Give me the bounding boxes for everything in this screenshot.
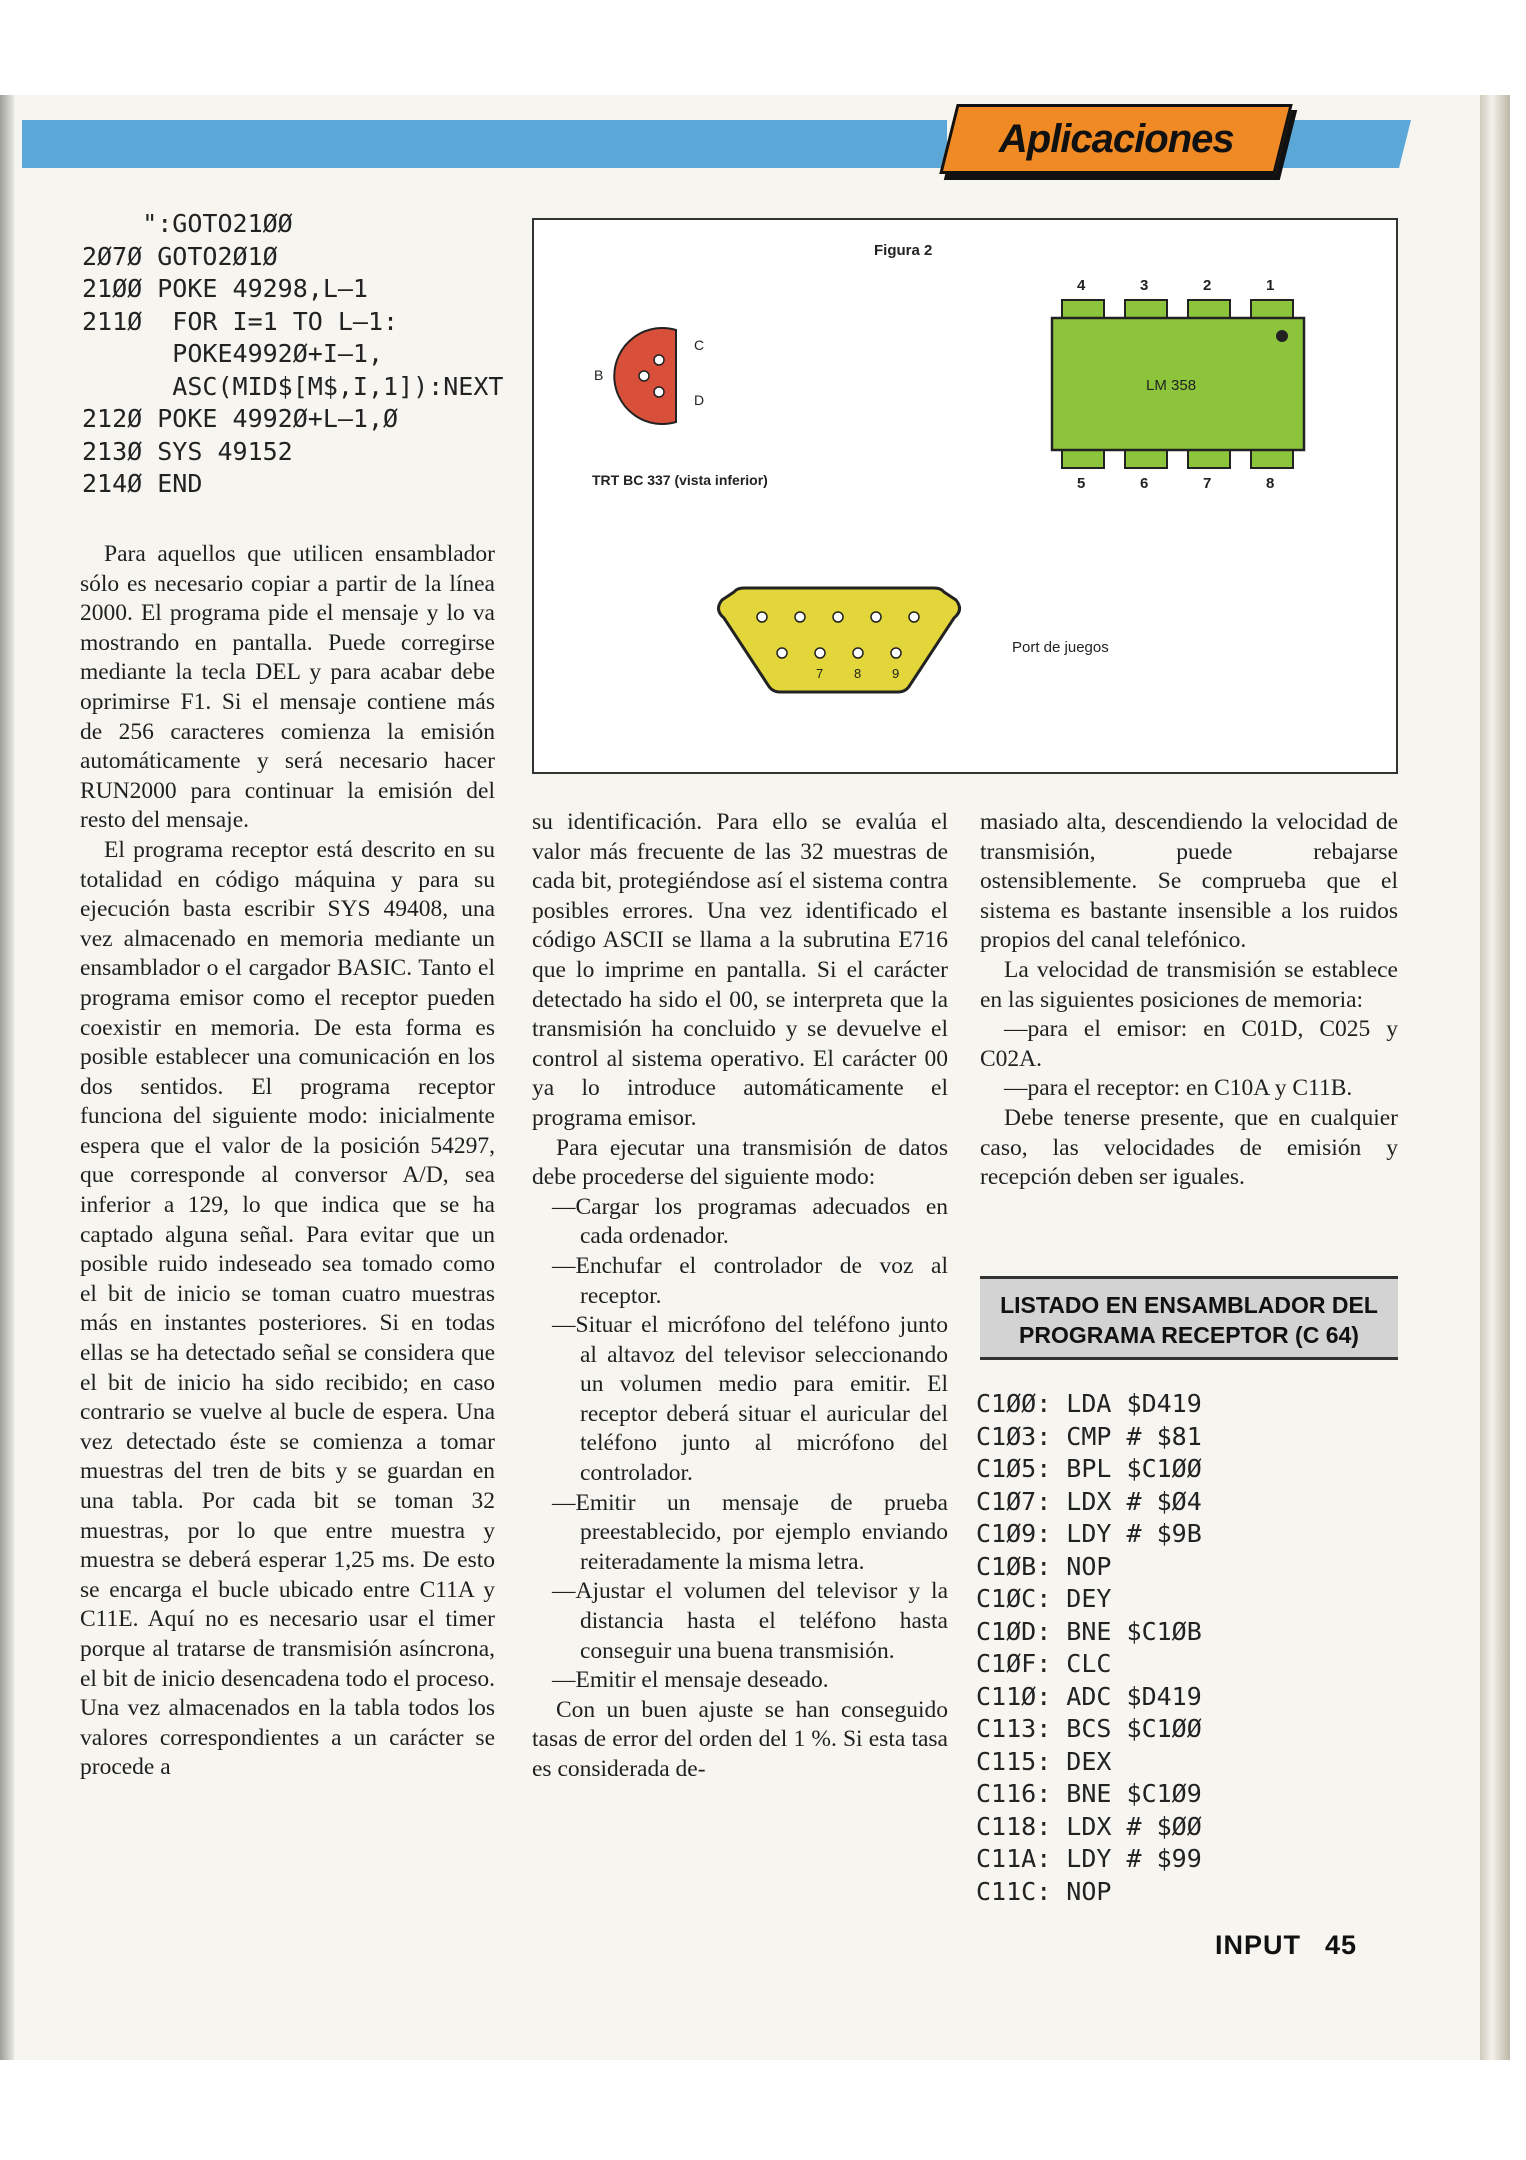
figure-diagram (534, 220, 1396, 772)
section-tag (939, 104, 1292, 174)
asm-line: C118: LDX # $ØØ (976, 1811, 1202, 1841)
code-line: 212Ø POKE 4992Ø+L–1,Ø (82, 404, 399, 433)
header-stripe-right (1279, 120, 1411, 168)
code-line: 213Ø SYS 49152 (82, 436, 293, 466)
text-column-2 (532, 808, 948, 1785)
asm-line: C1ØF: CLC (976, 1649, 1112, 1678)
paragraph: Para ejecutar una transmisión de datos debe procederse del siguiente modo: (532, 1134, 948, 1191)
asm-line: C116: BNE $C1Ø9 (976, 1779, 1202, 1808)
code-line: ASC(MID$[M$,I,1]):NEXT (82, 371, 504, 401)
section-title: Aplicaciones (998, 116, 1234, 161)
transistor-pin (639, 371, 649, 381)
code-line: 214Ø END (82, 469, 203, 498)
list-item: —Emitir el mensaje deseado. (552, 1667, 829, 1694)
asm-line: C1ØB: NOP (976, 1551, 1112, 1581)
paragraph: El programa receptor está descrito en su totalidad en código máquina y para su ejecución basta escribir SYS 49408, una vez almacenado en memoria mediante un ensamblador o el cargador BASIC. Tanto el programa emisor como el receptor pueden coexistir en memoria. De esta forma es posible establecer una comunicación en los dos sentidos. El programa receptor funciona del siguiente modo: inicialmente espera que el valor de la posición 54297, que corresponde al conversor A/D, sea inferior a 129, lo que indica que se ha captado alguna señal. Para evitar que un posible ruido indeseado sea tomado como el bit de inicio se toman cuatro muestras más en instantes posteriores. Si en todas ellas se ha detectado señal se considera que el bit de inicio ha sido recibido; en caso contrario se vuelve al bucle de espera. Una vez detectado éste se comienza a tomar muestras del tren de bits y se guardan en una tabla. Por cada bit se toman 32 muestras, por lo que entre muestra y muestra se deberá esperar 1,25 ms. De esto se encarga el bucle ubicado entre C11A y C11E. Aquí no es necesario usar el timer porque al tratarse de transmisión asíncrona, el bit de inicio desencadena todo el proceso. Una vez almacenados en la tabla todos los valores correspondientes a un carácter se procede a (80, 836, 496, 1781)
paragraph: La velocidad de transmisión se establece en las siguientes posiciones de memoria: (980, 956, 1398, 1013)
listing-heading (980, 1276, 1398, 1360)
chip-pin-number: 7 (1203, 475, 1212, 492)
asm-line: C115: DEX (976, 1746, 1112, 1776)
port-pin (909, 612, 919, 622)
page-left-edge (0, 95, 14, 2060)
list-item: —Enchufar el controlador de voz al receptor. (552, 1252, 948, 1309)
text-column-3 (980, 808, 1398, 1193)
chip-pin-number: 6 (1140, 475, 1149, 492)
chip-pin-number: 4 (1077, 277, 1086, 294)
chip-pin-number: 2 (1203, 277, 1212, 294)
asm-line: C113: BCS $C1ØØ (976, 1714, 1202, 1743)
paragraph: Con un buen ajuste se han conseguido tasas de error del orden del 1 %. Si esta tasa es considerada de- (532, 1696, 948, 1782)
transistor-bc337 (592, 328, 768, 488)
basic-code-listing (82, 208, 503, 501)
assembler-listing (976, 1388, 1202, 1908)
port-pin (833, 612, 843, 622)
chip-pin-number: 5 (1077, 475, 1086, 492)
game-port-connector (718, 588, 1108, 692)
asm-line: C11C: NOP (976, 1876, 1112, 1906)
page-right-edge (1480, 95, 1510, 2060)
port-pin-label: 7 (816, 666, 824, 681)
listing-heading-line: LISTADO EN ENSAMBLADOR DEL (1000, 1292, 1378, 1318)
chip-pin1-marker (1276, 330, 1288, 342)
transistor-pin-label: C (694, 337, 705, 353)
transistor-pin (654, 387, 664, 397)
port-pin (795, 612, 805, 622)
port-pin (891, 648, 901, 658)
paragraph: —para el emisor: en C01D, C025 y C02A. (980, 1016, 1398, 1072)
port-pin (777, 648, 787, 658)
asm-line: C1ØC: DEY (976, 1584, 1112, 1613)
figure-2 (532, 218, 1398, 774)
code-line: 2Ø7Ø GOTO2Ø1Ø (82, 241, 278, 271)
paragraph: —para el receptor: en C10A y C11B. (1004, 1075, 1353, 1102)
port-pin-label: 9 (892, 666, 900, 681)
chip-pin-number: 8 (1266, 475, 1275, 492)
paragraph: Para aquellos que utilicen ensamblador sólo es necesario copiar a partir de la línea 2000. El programa pide el mensaje y lo va mostrando en pantalla. Puede corregirse mediante la tecla DEL y para acabar debe oprimirse F1. Si el mensaje contiene más de 256 caracteres comienza la emisión automáticamente y será necesario hacer RUN2000 para continuar la emisión del resto del mensaje. (80, 541, 495, 834)
port-pin (871, 612, 881, 622)
port-caption: Port de juegos (1012, 639, 1109, 656)
transistor-pin-label: B (594, 367, 604, 383)
asm-line: C1Ø3: CMP # $81 (976, 1421, 1202, 1451)
listing-heading-line: PROGRAMA RECEPTOR (C 64) (1019, 1322, 1359, 1348)
list-item: —Situar el micrófono del teléfono junto al altavoz del televisor seleccionando un volumen medio para emitir. El receptor deberá situar el auricular del teléfono junto al micrófono del controlador. (552, 1312, 948, 1487)
code-line: 211Ø FOR I=1 TO L–1: (82, 306, 399, 336)
chip-pin-number: 1 (1266, 277, 1275, 294)
paragraph: su identificación. Para ello se evalúa el valor más frecuente de las 32 muestras de cada bit, protegiéndose así el sistema contra posibles errores. Una vez identificado el código ASCII se llama a la subrutina E716 que lo imprime en pantalla. Si el carácter detectado ha sido el 00, se interpreta que la transmisión ha concluido y se devuelve el control al sistema operativo. El carácter 00 ya lo introduce automáticamente el programa emisor. (532, 809, 948, 1131)
port-pin-label: 8 (854, 666, 862, 681)
port-shell (718, 588, 959, 692)
transistor-caption: TRT BC 337 (vista inferior) (592, 472, 768, 488)
list-item: —Ajustar el volumen del televisor y la distancia hasta el teléfono hasta conseguir una buena transmisión. (552, 1578, 948, 1664)
page-number: 45 (1325, 1930, 1358, 1960)
port-pin (757, 612, 767, 622)
asm-line: C1ØD: BNE $C1ØB (976, 1616, 1202, 1646)
transistor-pin-label: D (694, 392, 705, 408)
paragraph: Debe tenerse presente, que en cualquier caso, las velocidades de emisión y recepción deben ser iguales. (980, 1104, 1398, 1191)
code-line: 21ØØ POKE 49298,L–1 (82, 274, 368, 303)
header-stripe-left (22, 120, 947, 168)
asm-line: C1Ø9: LDY # $9B (976, 1519, 1202, 1548)
chip-label: LM 358 (1146, 377, 1197, 394)
asm-line: C1Ø5: BPL $C1ØØ (976, 1454, 1202, 1483)
list-item: —Cargar los programas adecuados en cada ordenador. (552, 1193, 948, 1250)
port-pin (853, 648, 863, 658)
code-line: POKE4992Ø+I–1, (82, 339, 384, 368)
transistor-pin (654, 355, 664, 365)
chip-lm358 (1052, 277, 1304, 492)
code-line: ":GOTO21ØØ (82, 209, 293, 238)
asm-line: C11A: LDY # $99 (976, 1844, 1202, 1873)
list-item: —Emitir un mensaje de prueba preestablecido, por ejemplo enviando reiteradamente la misma letra. (552, 1489, 948, 1575)
page-footer (1215, 1930, 1357, 1961)
asm-line: C1Ø7: LDX # $Ø4 (976, 1486, 1202, 1516)
port-pin (815, 648, 825, 658)
asm-line: C11Ø: ADC $D419 (976, 1681, 1202, 1711)
chip-pin-number: 3 (1140, 277, 1149, 294)
figure-title: Figura 2 (874, 242, 933, 259)
paragraph: masiado alta, descendiendo la velocidad de transmisión, puede rebajarse ostensiblemente. Se comprueba que el sistema es bastante insensible a los ruidos propios del canal telefónico. (980, 809, 1398, 954)
asm-line: C1ØØ: LDA $D419 (976, 1389, 1202, 1418)
text-column-1 (80, 540, 495, 1783)
magazine-name: INPUT (1215, 1930, 1301, 1960)
